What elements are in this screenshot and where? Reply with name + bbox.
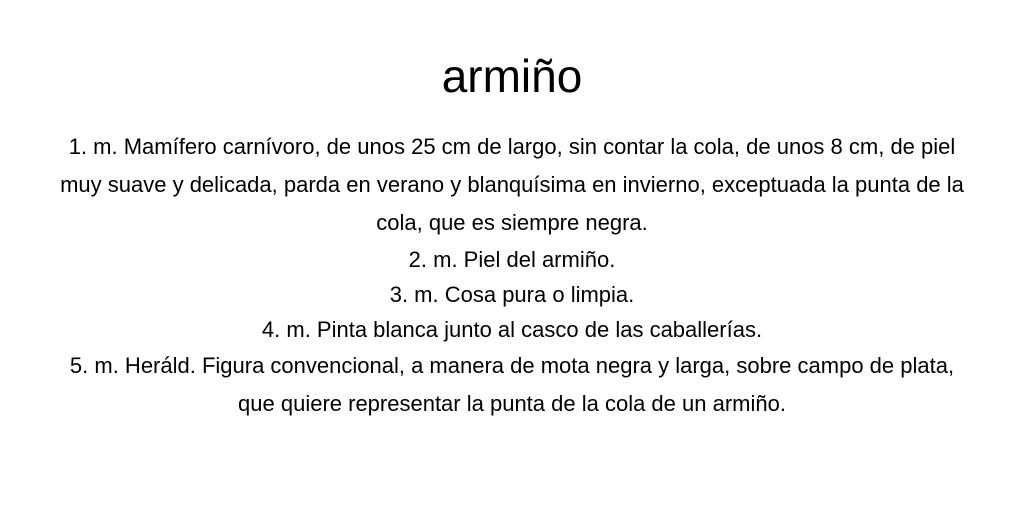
definition-list: [52, 128, 972, 423]
definition-item-4: 4. m. Pinta blanca junto al casco de las caballerías.: [261, 317, 763, 342]
definition-item-2: 2. m. Piel del armiño.: [408, 247, 616, 272]
definition-item-5: 5. m. Heráld. Figura convencional, a manera de mota negra y larga, sobre campo de plata, que quiere representar la punta de la cola de un armiño.: [69, 353, 955, 416]
headword-title: armiño: [441, 50, 583, 102]
definition-item-3: 3. m. Cosa pura o limpia.: [389, 282, 635, 307]
definition-item-1: 1. m. Mamífero carnívoro, de unos 25 cm de largo, sin contar la cola, de unos 8 cm, de piel muy suave y delicada, parda en verano y blanquísima en invierno, exceptuada la punta de la cola, que es siempre negra.: [60, 134, 964, 235]
